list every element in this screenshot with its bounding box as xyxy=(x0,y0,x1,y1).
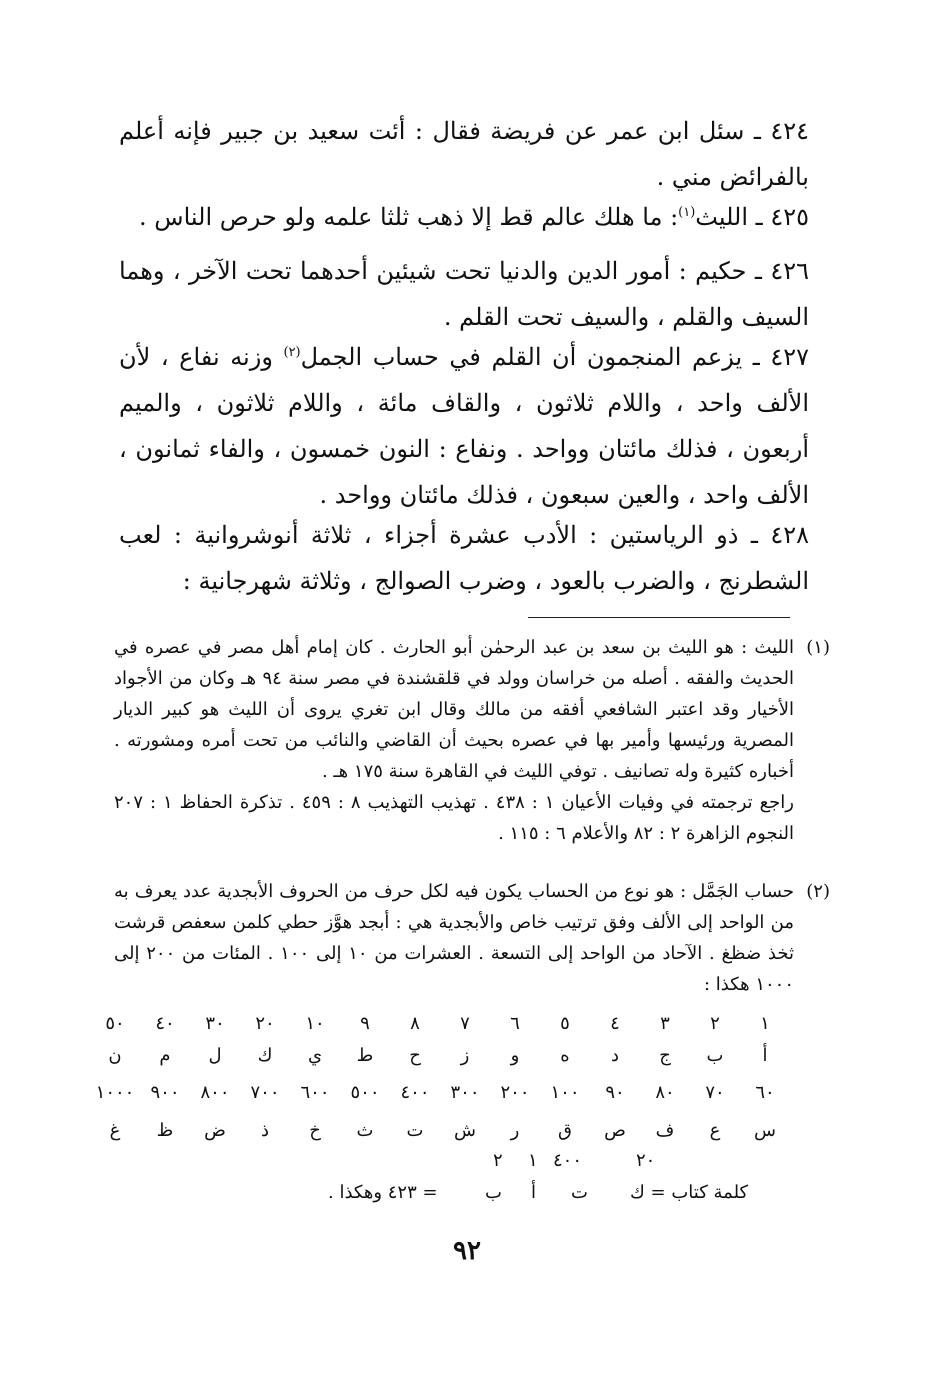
abjad-cell: ق xyxy=(558,1120,572,1141)
abjad-cell: أ xyxy=(762,1045,768,1066)
abjad-cell: ٥ xyxy=(560,1013,570,1034)
abjad-cell: ش xyxy=(454,1120,476,1141)
example-letter-ba: ب xyxy=(485,1182,502,1203)
abjad-cell: ث xyxy=(356,1120,374,1141)
paragraph-427: ٤٢٧ ـ يزعم المنجمون أن القلم في حساب الجمل$^{(٢)}$ وزنه نفاع ، لأن الألف واحد ، واللام ثلاثون ، والقاف مائة ، واللام ثلاثون ، والميم أربعون ، فذلك مائتان وواحد . ونفاع : النون خمسون ، والفاء ثمانون ، الألف واحد ، والعين سبعون ، فذلك مائتان وواحد . xyxy=(119,343,809,509)
abjad-cell: ٢٠٠ xyxy=(500,1082,530,1103)
abjad-cell: ١٠ xyxy=(305,1013,325,1034)
abjad-row1-numbers xyxy=(105,1013,785,1043)
abjad-cell: ح xyxy=(409,1045,421,1066)
paragraph-428: ٤٢٨ ـ ذو الرياستين : الأدب عشرة أجزاء ، ثلاثة أنوشروانية : لعب الشطرنج ، والضرب بالعود ، وضرب الصوالج ، وثلاثة شهرجانية : xyxy=(119,521,809,595)
abjad-cell: ص xyxy=(604,1120,626,1141)
example-value-alif: ١ xyxy=(528,1150,538,1171)
abjad-cell: ٤٠ xyxy=(155,1013,175,1034)
example-value-ta: ٤٠٠ xyxy=(553,1150,583,1171)
abjad-cell: س xyxy=(754,1120,776,1141)
abjad-cell: ع xyxy=(709,1120,721,1141)
paragraph-425: ٤٢٥ ـ الليث$^{(١)}$: ما هلك عالم قط إلا ذهب ثلثا علمه ولو حرص الناس . xyxy=(139,203,809,231)
abjad-cell: ه xyxy=(560,1045,570,1066)
abjad-cell: ٧٠ xyxy=(705,1082,725,1103)
example-value-ba: ٢ xyxy=(493,1150,503,1171)
abjad-cell: ١٠٠ xyxy=(550,1082,580,1103)
abjad-row2-letters xyxy=(105,1120,785,1150)
abjad-cell: ط xyxy=(356,1045,374,1066)
example-value-kaf: ٢٠ xyxy=(636,1150,656,1171)
footnote-2 xyxy=(114,876,830,1000)
abjad-cell: ٣ xyxy=(660,1013,670,1034)
footnote-1 xyxy=(114,632,830,849)
abjad-cell: ٤ xyxy=(610,1013,620,1034)
abjad-cell: خ xyxy=(309,1120,321,1141)
abjad-cell: ب xyxy=(706,1045,724,1066)
abjad-cell: ٥٠ xyxy=(105,1013,125,1034)
abjad-cell: ن xyxy=(108,1045,122,1066)
footnote-ref-1[interactable]: (١) xyxy=(678,205,696,220)
abjad-cell: ٤٠٠ xyxy=(400,1082,430,1103)
abjad-cell: ض xyxy=(204,1120,226,1141)
abjad-row1-letters xyxy=(105,1045,785,1075)
abjad-cell: ٢٠ xyxy=(255,1013,275,1034)
footnote-1-number: (١) xyxy=(806,637,830,658)
example-result: = ٤٢٣ وهكذا . xyxy=(328,1182,438,1203)
abjad-cell: ز xyxy=(460,1045,470,1066)
example-letter-alif: أ xyxy=(531,1182,537,1203)
abjad-cell: ٧ xyxy=(460,1013,470,1034)
abjad-cell: ر xyxy=(510,1120,520,1141)
footnote-1-references: راجع ترجمته في وفيات الأعيان ١ : ٤٣٨ . تهذيب التهذيب ٨ : ٤٥٩ . تذكرة الحفاظ ١ : ٢٠٧ النجوم الزاهرة ٢ : ٨٢ والأعلام ٦ : ١١٥ . xyxy=(114,792,794,844)
abjad-cell: ٩٠ xyxy=(605,1082,625,1103)
abjad-cell: ٣٠ xyxy=(205,1013,225,1034)
abjad-row2-numbers xyxy=(95,1082,785,1112)
abjad-cell: ٩٠٠ xyxy=(150,1082,180,1103)
abjad-cell: ٩ xyxy=(360,1013,370,1034)
paragraph-426: ٤٢٦ ـ حكيم : أمور الدين والدنيا تحت شيئين أحدهما تحت الآخر ، وهما السيف والقلم ، والسيف تحت القلم . xyxy=(119,257,809,331)
abjad-cell: ف xyxy=(655,1120,675,1141)
abjad-cell: ٢ xyxy=(710,1013,720,1034)
example-letter-ta: ت xyxy=(571,1182,588,1203)
abjad-cell: ك xyxy=(257,1045,273,1066)
abjad-cell: ٥٠٠ xyxy=(350,1082,380,1103)
abjad-cell: ٦ xyxy=(510,1013,520,1034)
abjad-cell: و xyxy=(510,1045,520,1066)
paragraph-424: ٤٢٤ ـ سئل ابن عمر عن فريضة فقال : أئت سعيد بن جبير فإنه أعلم بالفرائض مني . xyxy=(119,117,809,191)
abjad-cell: ١٠٠٠ xyxy=(95,1082,135,1103)
abjad-cell: ذ xyxy=(260,1120,269,1141)
abjad-cell: ١ xyxy=(760,1013,770,1034)
abjad-cell: ٧٠٠ xyxy=(250,1082,280,1103)
example-word-label: كلمة كتاب = ك xyxy=(630,1182,749,1203)
footnote-2-number: (٢) xyxy=(806,881,830,902)
footnote-2-body: حساب الجَمَّل : هو نوع من الحساب يكون فيه لكل حرف من الحروف الأبجدية عدد يعرف به من الواحد إلى الألف وفق ترتيب خاص والأبجدية هي : أبجد هوَّز حطي كلمن سعفص قرشت ثخذ ضظغ . الآحاد من الواحد إلى التسعة . العشرات من ١٠ إلى ١٠٠ . المئات من ٢٠٠ إلى ١٠٠٠ هكذا : xyxy=(114,881,794,995)
footnote-divider xyxy=(528,617,790,618)
abjad-cell: غ xyxy=(109,1120,121,1141)
abjad-cell: ت xyxy=(406,1120,424,1141)
abjad-cell: ٨٠٠ xyxy=(200,1082,230,1103)
abjad-cell: ٨٠ xyxy=(655,1082,675,1103)
abjad-cell: د xyxy=(610,1045,619,1066)
page-number: ٩٢ xyxy=(453,1236,481,1266)
abjad-cell: ٨ xyxy=(410,1013,420,1034)
abjad-cell: ٣٠٠ xyxy=(450,1082,480,1103)
footnote-1-body: الليث : هو الليث بن سعد بن عبد الرحمٰن أبو الحارث . كان إمام أهل مصر في عصره في الحديث والفقه . أصله من خراسان وولد في قلقشندة في مصر سنة ٩٤ هـ وكان من الأجواد الأخيار وقد اعتبر الشافعي أفقه من مالك وقال ابن تغري يروى أن الليث هو كبير الديار المصرية ورئيسها وأمير بها في عصره بحيث أن القاضي والنائب من تحت أمره ومشورته . أخباره كثيرة وله تصانيف . توفي الليث في القاهرة سنة ١٧٥ هـ . xyxy=(114,637,794,782)
abjad-cell: ي xyxy=(307,1045,323,1066)
footnote-ref-2[interactable]: (٢) xyxy=(283,345,301,360)
abjad-cell: ل xyxy=(208,1045,222,1066)
abjad-cell: ٦٠ xyxy=(755,1082,775,1103)
abjad-cell: ج xyxy=(659,1045,671,1066)
abjad-cell: م xyxy=(159,1045,171,1066)
abjad-cell: ظ xyxy=(156,1120,174,1141)
abjad-cell: ٦٠٠ xyxy=(300,1082,330,1103)
